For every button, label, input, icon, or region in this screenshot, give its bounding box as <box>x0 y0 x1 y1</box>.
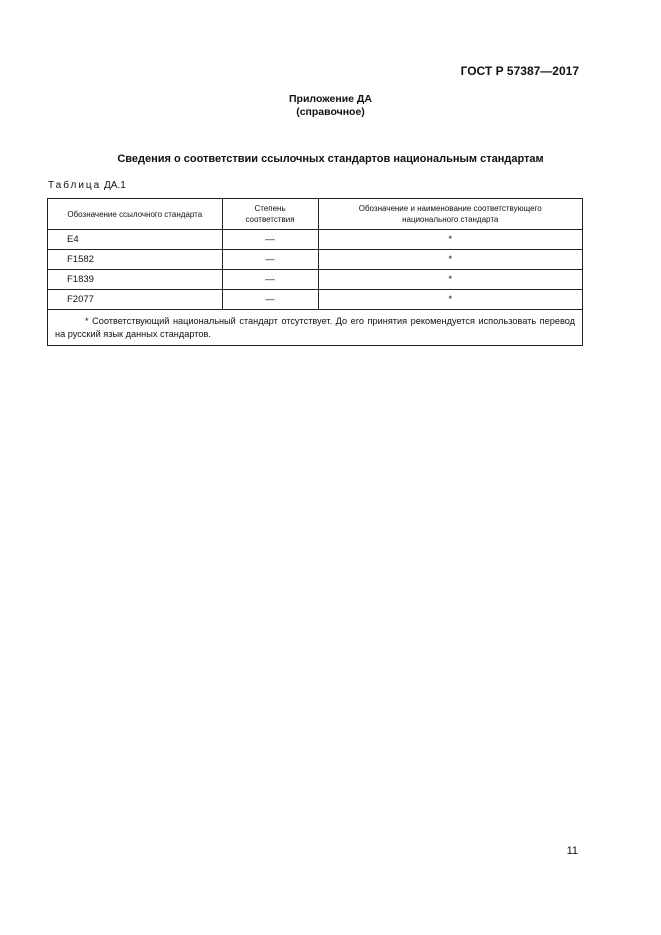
row-degree: — <box>222 270 318 290</box>
table-caption <box>48 180 126 191</box>
table-caption-id: ДА.1 <box>104 180 126 191</box>
row-degree: — <box>222 250 318 270</box>
reference-standards-table <box>47 198 583 346</box>
table-row <box>48 250 583 270</box>
table-row <box>48 230 583 250</box>
table-footnote: * Соответствующий национальный стандарт отсутствует. До его принятия рекомендуется использовать перевод на русский язык данных стандартов. <box>55 316 575 339</box>
row-national-standard: * <box>318 290 583 310</box>
row-reference-code: E4 <box>48 230 223 250</box>
table-footnote-cell <box>48 310 583 346</box>
row-reference-code: F1839 <box>48 270 223 290</box>
table-caption-word: Таблица <box>48 180 102 191</box>
section-title: Сведения о соответствии ссылочных стандартов национальным стандартам <box>117 153 544 165</box>
header-degree-of-conformity: Степень соответствия <box>222 199 318 230</box>
row-national-standard: * <box>318 250 583 270</box>
row-degree: — <box>222 230 318 250</box>
document-code: ГОСТ Р 57387—2017 <box>460 64 579 78</box>
header-national-standard: Обозначение и наименование соответствующего национального стандарта <box>318 199 583 230</box>
appendix-title: Приложение ДА <box>289 93 372 105</box>
table-footnote-row <box>48 310 583 346</box>
table-row <box>48 290 583 310</box>
header-reference-standard: Обозначение ссылочного стандарта <box>48 199 223 230</box>
appendix-subtitle: (справочное) <box>296 106 365 118</box>
table-row <box>48 270 583 290</box>
row-reference-code: F1582 <box>48 250 223 270</box>
page-number: 11 <box>566 845 578 857</box>
row-degree: — <box>222 290 318 310</box>
row-national-standard: * <box>318 270 583 290</box>
row-reference-code: F2077 <box>48 290 223 310</box>
row-national-standard: * <box>318 230 583 250</box>
appendix-heading <box>0 93 661 119</box>
table-header-row <box>48 199 583 230</box>
